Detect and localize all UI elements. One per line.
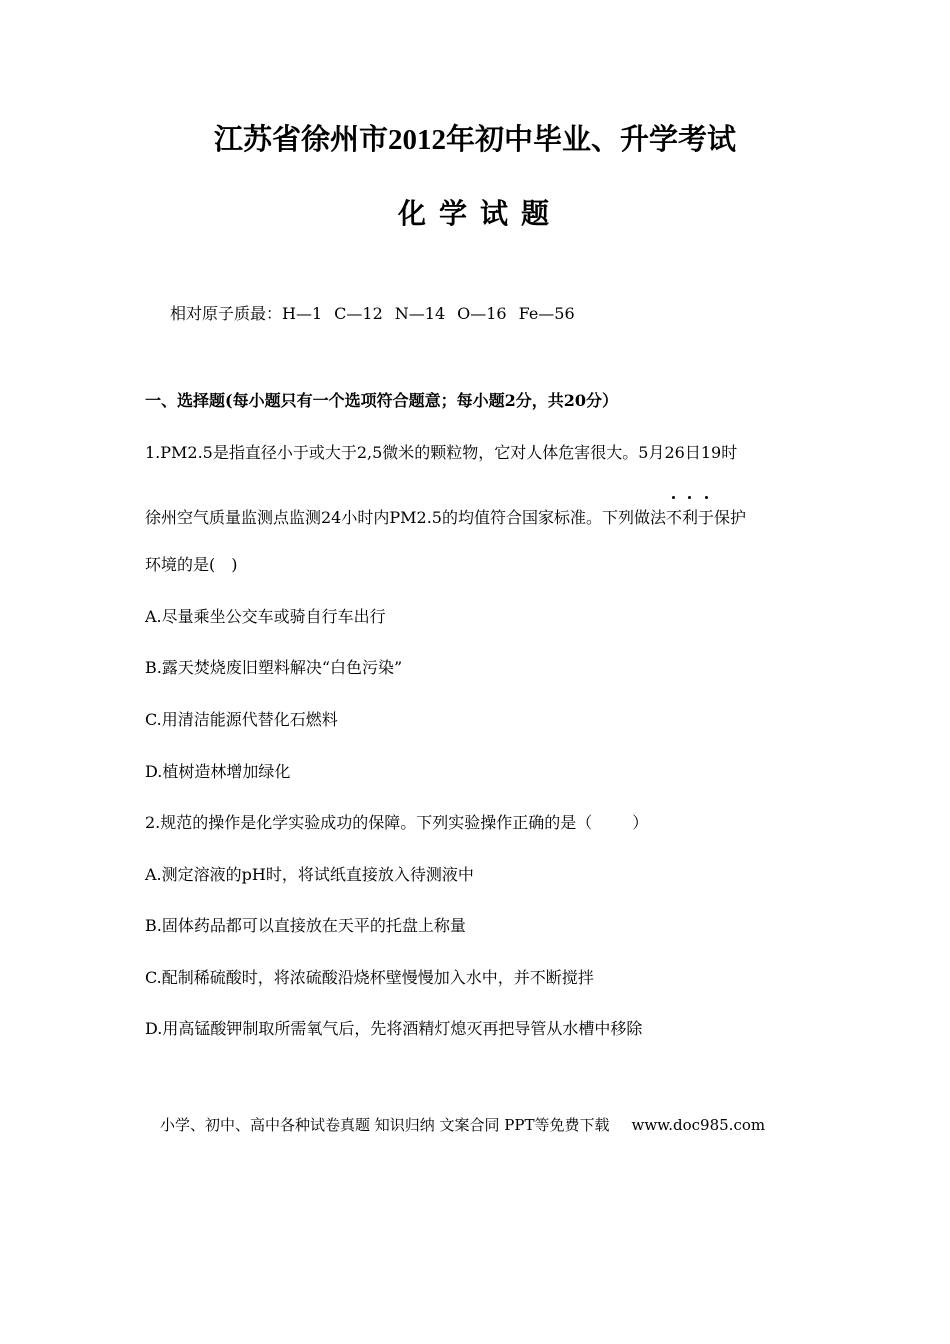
atomic-mass-item: N—14: [394, 304, 446, 323]
question-2-text: 2.规范的操作是化学实验成功的保障。下列实验操作正确的是（: [145, 813, 593, 832]
emphasis-char: 利: [682, 506, 698, 530]
question-1-option-a: A.尽量乘坐公交车或骑自行车出行: [145, 607, 386, 626]
document-title: 江苏省徐州市2012年初中毕业、升学考试: [213, 124, 736, 156]
section-heading: 一、选择题(每小题只有一个选项符合题意；每小题2分，共20分）: [145, 391, 618, 410]
question-1-option-c: C.用清洁能源代替化石燃料: [145, 710, 338, 729]
question-2-stem: [145, 811, 648, 835]
question-1-option-b: B.露天焚烧废旧塑料解决“白色污染”: [145, 658, 403, 677]
atomic-mass-item: H—1: [282, 304, 323, 323]
question-2-option-b: B.固体药品都可以直接放在天平的托盘上称量: [145, 916, 466, 935]
question-1-option-d: D.植树造林增加绿化: [145, 762, 291, 781]
question-2-option-a: A.测定溶液的pH时，将试纸直接放入待测液中: [145, 865, 474, 884]
question-2-close: ）: [632, 813, 649, 832]
atomic-mass-item: Fe—56: [518, 304, 575, 323]
question-1-text: 徐州空气质量监测点监测24小时内PM2.5的均值符合国家标准。下列做法: [145, 508, 666, 527]
question-1-line-1: 1.PM2.5是指直径小于或大于2,5微米的颗粒物，它对人体危害很大。5月26日19时: [145, 443, 738, 462]
document-subtitle: 化学试题: [397, 197, 562, 230]
emphasis-char: 不: [666, 506, 682, 530]
atomic-masses: [170, 302, 575, 326]
question-2-option-d: D.用高锰酸钾制取所需氧气后，先将酒精灯熄灭再把导管从水槽中移除: [145, 1019, 643, 1038]
question-1-text: 保护: [714, 508, 747, 527]
footer-text: 小学、初中、高中各种试卷真题 知识归纳 文案合同 PPT等免费下载: [160, 1116, 610, 1134]
question-1-line-2: [145, 506, 746, 530]
question-1-line-3: 环境的是( ): [145, 555, 238, 574]
emphasis-char: 于: [698, 506, 714, 530]
atomic-mass-item: O—16: [457, 304, 507, 323]
footer-site-link[interactable]: www.doc985.com: [631, 1116, 766, 1134]
atomic-mass-item: C—12: [334, 304, 383, 323]
page-footer: [160, 1113, 765, 1137]
atomic-masses-label: 相对原子质最：: [170, 304, 283, 323]
question-2-option-c: C.配制稀硫酸时，将浓硫酸沿烧杯壁慢慢加入水中，并不断搅拌: [145, 968, 594, 987]
